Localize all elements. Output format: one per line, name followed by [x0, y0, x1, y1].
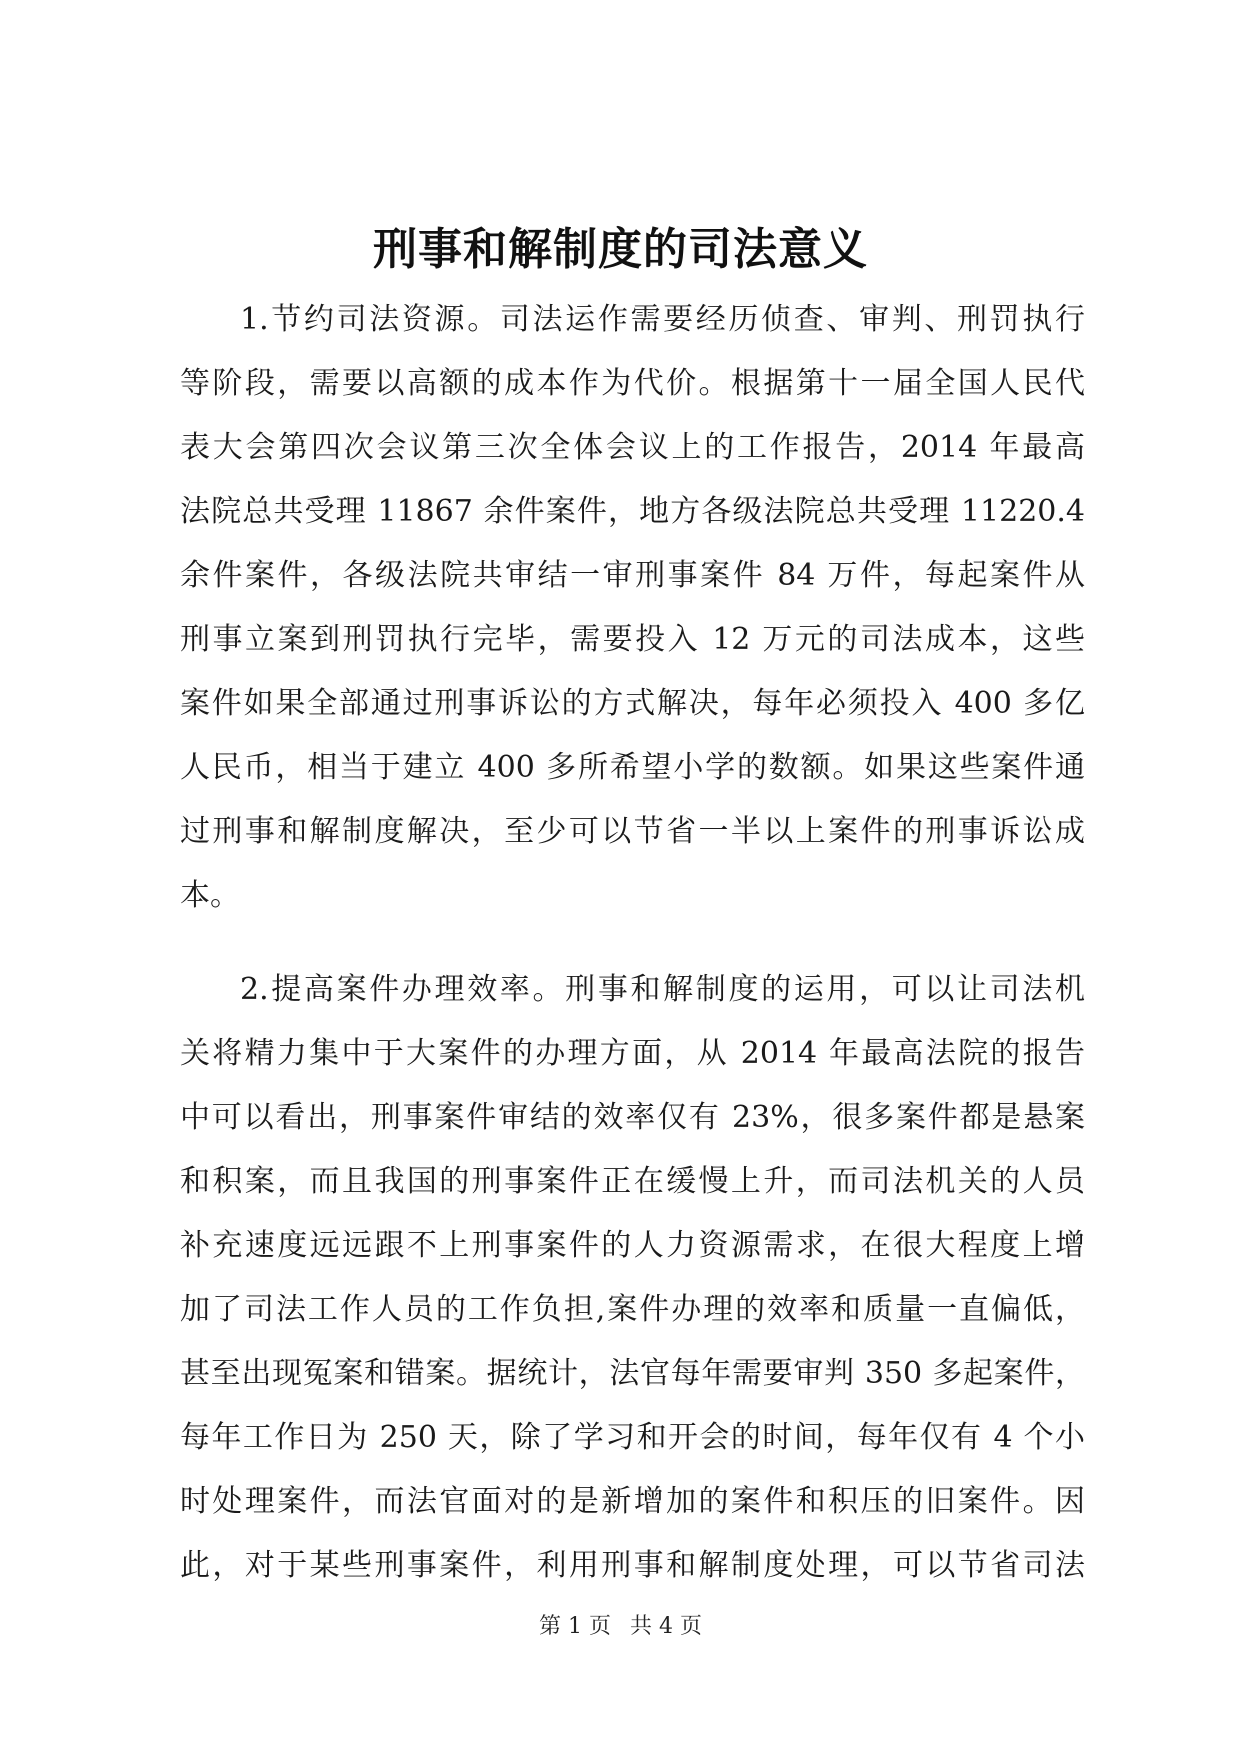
text-line: 过刑事和解制度解决，至少可以节省一半以上案件的刑事诉讼成: [180, 814, 1085, 849]
text-line: 等阶段，需要以高额的成本作为代价。根据第十一届全国人民代: [180, 366, 1085, 401]
document-body: [180, 288, 1085, 1598]
text-line: 关将精力集中于大案件的办理方面，从 2014 年最高法院的报告: [180, 1036, 1085, 1071]
paragraph-spacer: [180, 928, 1085, 958]
text-line: 每年工作日为 250 天，除了学习和开会的时间，每年仅有 4 个小: [180, 1420, 1085, 1455]
text-line: 人民币，相当于建立 400 多所希望小学的数额。如果这些案件通: [180, 750, 1085, 785]
text-line: 余件案件，各级法院共审结一审刑事案件 84 万件，每起案件从: [180, 558, 1085, 593]
document-title: 刑事和解制度的司法意义: [373, 224, 868, 275]
text-line: 案件如果全部通过刑事诉讼的方式解决，每年必须投入 400 多亿: [180, 686, 1085, 721]
page-number: 第 1 页: [539, 1614, 611, 1639]
text-line: 刑事立案到刑罚执行完毕，需要投入 12 万元的司法成本，这些: [180, 622, 1085, 657]
text-line: 表大会第四次会议第三次全体会议上的工作报告，2014 年最高: [180, 430, 1085, 465]
paragraph-2: [180, 958, 1085, 1598]
text-line: 甚至出现冤案和错案。据统计，法官每年需要审判 350 多起案件，: [180, 1356, 1085, 1391]
page-footer: [0, 1612, 1241, 1642]
total-pages: 共 4 页: [630, 1614, 702, 1639]
text-line: 补充速度远远跟不上刑事案件的人力资源需求，在很大程度上增: [180, 1228, 1085, 1263]
text-line: 加了司法工作人员的工作负担,案件办理的效率和质量一直偏低，: [180, 1292, 1085, 1327]
text-line: 此，对于某些刑事案件，利用刑事和解制度处理，可以节省司法: [180, 1548, 1085, 1583]
text-line: 本。: [180, 878, 240, 913]
text-line: 和积案，而且我国的刑事案件正在缓慢上升，而司法机关的人员: [180, 1164, 1085, 1199]
text-line: 中可以看出，刑事案件审结的效率仅有 23%，很多案件都是悬案: [180, 1100, 1085, 1135]
text-line: 1.节约司法资源。司法运作需要经历侦查、审判、刑罚执行: [240, 302, 1085, 337]
paragraph-1: [180, 288, 1085, 928]
text-line: 2.提高案件办理效率。刑事和解制度的运用，可以让司法机: [240, 972, 1085, 1007]
text-line: 法院总共受理 11867 余件案件，地方各级法院总共受理 11220.4: [180, 494, 1085, 529]
text-line: 时处理案件，而法官面对的是新增加的案件和积压的旧案件。因: [180, 1484, 1085, 1519]
